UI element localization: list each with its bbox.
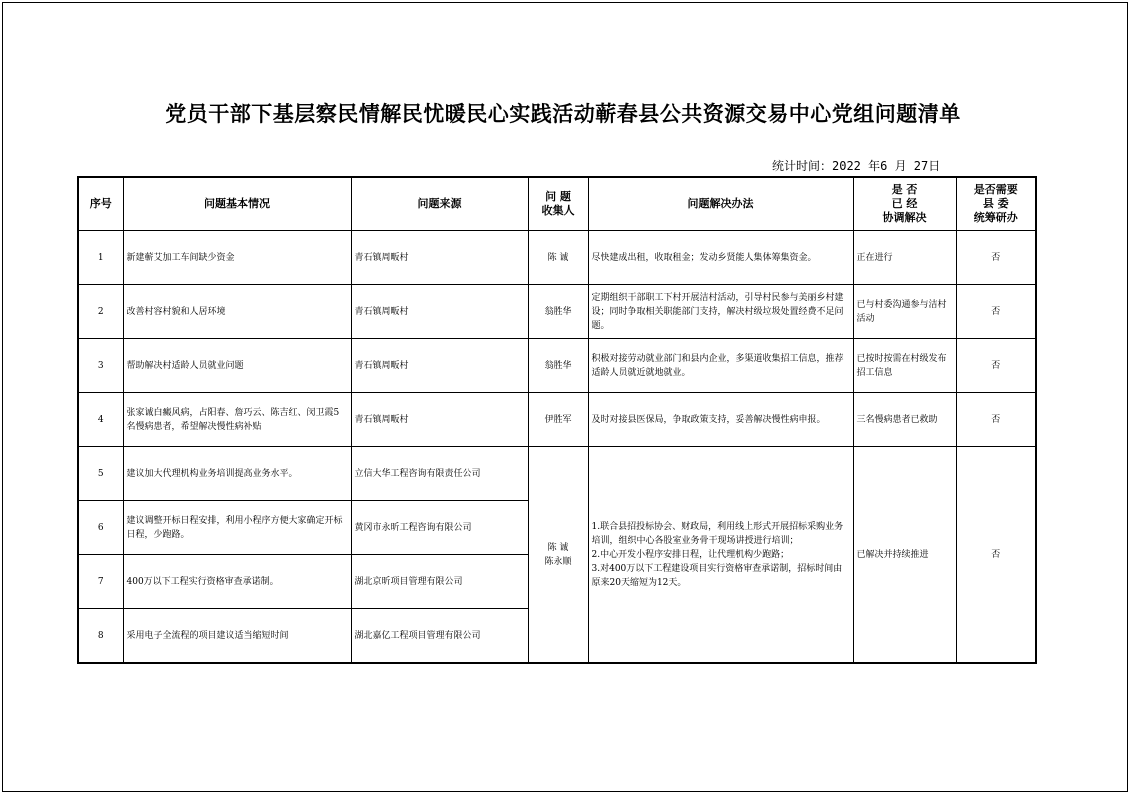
row-seq: 2 — [78, 285, 123, 339]
group-method: 1.联合县招投标协会、财政局，利用线上形式开展招标采购业务培训，组织中心各股室业务骨干现场讲授进行培训； 2.中心开发小程序安排日程，让代理机构少跑路； 3.对400万以下工程建设项目实行资格审查承诺制，招标时间由原来20天缩短为12天。 — [588, 447, 853, 664]
row-situation: 改善村容村貌和人居环境 — [123, 285, 351, 339]
row-source: 立信大华工程咨询有限责任公司 — [351, 447, 528, 501]
row-county: 否 — [956, 285, 1036, 339]
row-method: 积极对接劳动就业部门和县内企业，多渠道收集招工信息，推荐适龄人员就近就地就业。 — [588, 339, 853, 393]
header-seq: 序号 — [78, 177, 123, 231]
table-row — [78, 447, 1036, 501]
row-source: 湖北嘉亿工程项目管理有限公司 — [351, 609, 528, 664]
row-county: 否 — [956, 231, 1036, 285]
row-seq: 6 — [78, 501, 123, 555]
problem-list-table — [77, 176, 1037, 664]
row-source: 青石镇周畈村 — [351, 231, 528, 285]
header-row — [78, 177, 1036, 231]
row-county: 否 — [956, 393, 1036, 447]
header-situation: 问题基本情况 — [123, 177, 351, 231]
row-situation: 采用电子全流程的项目建议适当缩短时间 — [123, 609, 351, 664]
row-situation: 建议加大代理机构业务培训提高业务水平。 — [123, 447, 351, 501]
header-method: 问题解决办法 — [588, 177, 853, 231]
group-coordinated: 已解决并持续推进 — [853, 447, 956, 664]
row-source: 青石镇周畈村 — [351, 393, 528, 447]
row-seq: 7 — [78, 555, 123, 609]
row-situation: 新建蕲艾加工车间缺少资金 — [123, 231, 351, 285]
row-seq: 8 — [78, 609, 123, 664]
row-source: 湖北京昕项目管理有限公司 — [351, 555, 528, 609]
row-method: 及时对接县医保局，争取政策支持，妥善解决慢性病申报。 — [588, 393, 853, 447]
row-county: 否 — [956, 339, 1036, 393]
header-collector: 问 题 收集人 — [528, 177, 588, 231]
row-collector: 翁胜华 — [528, 285, 588, 339]
row-situation: 张家诚白癜风病，占阳春、詹巧云、陈吉红、闵卫霞5名慢病患者，希望解决慢性病补贴 — [123, 393, 351, 447]
row-coordinated: 已与村委沟通参与洁村活动 — [853, 285, 956, 339]
table-row — [78, 393, 1036, 447]
row-seq: 4 — [78, 393, 123, 447]
document-title: 党员干部下基层察民情解民忧暖民心实践活动蕲春县公共资源交易中心党组问题清单 — [165, 102, 961, 126]
table-row — [78, 285, 1036, 339]
row-seq: 3 — [78, 339, 123, 393]
row-situation: 帮助解决村适龄人员就业问题 — [123, 339, 351, 393]
table-row — [78, 339, 1036, 393]
stat-time: 统计时间：2022 年6 月 27日 — [772, 159, 941, 173]
group-county: 否 — [956, 447, 1036, 664]
row-method: 定期组织干部职工下村开展洁村活动，引导村民参与美丽乡村建设；同时争取相关职能部门支持，解决村级垃圾处置经费不足问题。 — [588, 285, 853, 339]
row-collector: 翁胜华 — [528, 339, 588, 393]
row-collector: 伊胜军 — [528, 393, 588, 447]
row-method: 尽快建成出租，收取租金；发动乡贤能人集体筹集资金。 — [588, 231, 853, 285]
row-seq: 5 — [78, 447, 123, 501]
header-coordinated: 是 否 已 经 协调解决 — [853, 177, 956, 231]
row-collector: 陈 诚 — [528, 231, 588, 285]
row-seq: 1 — [78, 231, 123, 285]
header-county: 是否需要 县 委 统筹研办 — [956, 177, 1036, 231]
row-coordinated: 已按时按需在村级发布招工信息 — [853, 339, 956, 393]
table-row — [78, 231, 1036, 285]
row-situation: 400万以下工程实行资格审查承诺制。 — [123, 555, 351, 609]
row-coordinated: 三名慢病患者已救助 — [853, 393, 956, 447]
row-source: 青石镇周畈村 — [351, 285, 528, 339]
row-situation: 建议调整开标日程安排，利用小程序方便大家确定开标日程，少跑路。 — [123, 501, 351, 555]
row-source: 青石镇周畈村 — [351, 339, 528, 393]
header-source: 问题来源 — [351, 177, 528, 231]
group-collector: 陈 诚 陈永顺 — [528, 447, 588, 664]
row-coordinated: 正在进行 — [853, 231, 956, 285]
row-source: 黄冈市永昕工程咨询有限公司 — [351, 501, 528, 555]
